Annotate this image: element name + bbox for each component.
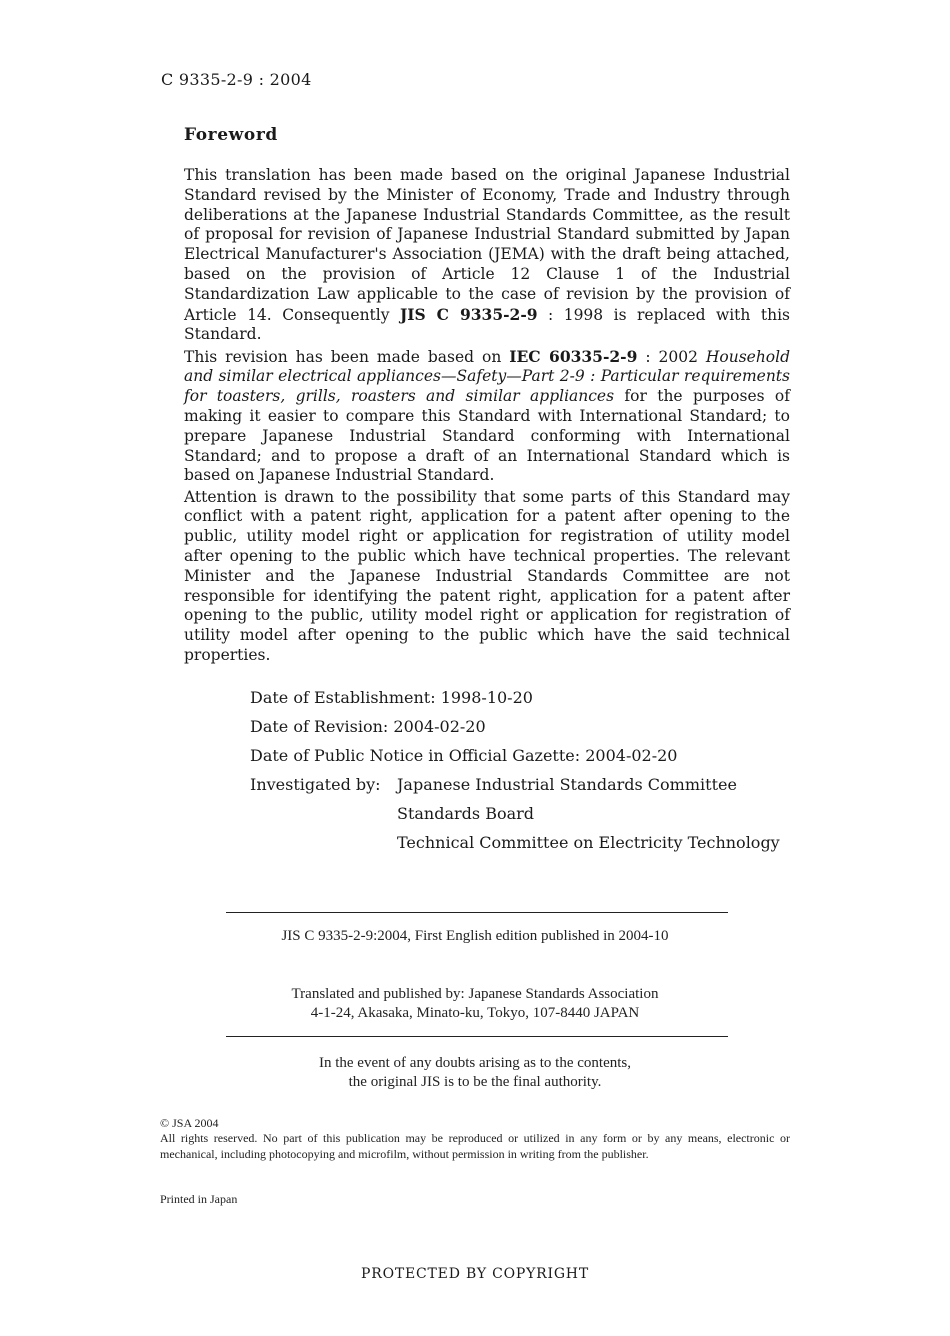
foreword-paragraph-3: Attention is drawn to the possibility that some parts of this Standard may conflict with a patent right, application for a patent after opening to the public, utility model right or application for registration of utility model after opening to the public which have technical properties. The relevant Minister and the Japanese Industrial Standards Committee are not responsible for identifying the patent right, application for a patent after opening to the public, utility model right or application for registration of utility model after opening to the public which have the said technical properties.: [184, 487, 790, 664]
p2-iec-standard: IEC 60335-2-9: [509, 346, 638, 366]
divider-top: [226, 912, 728, 913]
p2-text: This revision has been made based on: [184, 347, 510, 366]
foreword-body: [184, 166, 790, 667]
investigated-by-line: Technical Committee on Electricity Technology: [397, 833, 780, 852]
printed-in: Printed in Japan: [160, 1192, 238, 1206]
date-public-notice: Date of Public Notice in Official Gazette: 2004-02-20: [250, 746, 678, 765]
foreword-paragraph-2: [184, 347, 790, 487]
p1-replaced-standard: JIS C 9335-2-9: [399, 304, 538, 324]
p2-iec-title: Household and similar electrical appliances—Safety—Part 2-9 : Particular requirements for toasters, grills, roasters and similar appliances: [184, 347, 791, 406]
dates-block: [250, 688, 780, 862]
protected-footer: PROTECTED BY COPYRIGHT: [361, 1266, 589, 1282]
p1-text-end: : 1998 is replaced with this Standard.: [184, 305, 790, 344]
publisher-line-1: Translated and published by: Japanese Standards Association: [291, 986, 659, 1002]
investigated-by: [250, 775, 780, 862]
divider-bottom: [226, 1036, 728, 1037]
rights-statement: All rights reserved. No part of this publication may be reproduced or utilized in any form or by any means, electronic or mechanical, including photocopying and microfilm, without permission in writing from the publisher.: [160, 1131, 790, 1161]
p2-text-end: for the purposes of making it easier to compare this Standard with International Standard; to prepare Japanese Industrial Standard conforming with International Standard; and to propose a draft of an International Standard which is based on Japanese Industrial Standard.: [184, 387, 790, 485]
copyright-notice: © JSA 2004: [160, 1116, 219, 1130]
document-code: C 9335-2-9 : 2004: [161, 70, 312, 89]
foreword-heading: Foreword: [184, 125, 278, 145]
publisher-line-2: 4-1-24, Akasaka, Minato-ku, Tokyo, 107-8440 JAPAN: [310, 1005, 640, 1021]
investigated-by-line: Standards Board: [397, 804, 535, 823]
investigated-by-label: Investigated by:: [250, 775, 381, 794]
authority-line-2: the original JIS is to be the final authority.: [348, 1074, 602, 1090]
authority-line-1: In the event of any doubts arising as to the contents,: [318, 1055, 631, 1071]
p2-year: : 2002: [637, 347, 706, 366]
investigated-by-bodies: [397, 775, 780, 862]
date-establishment: Date of Establishment: 1998-10-20: [250, 688, 533, 707]
p1-text: This translation has been made based on the original Japanese Industrial Standard revised by the Minister of Economy, Trade and Industry through deliberations at the Japanese Industrial Standards Committee, as the result of proposal for revision of Japanese Industrial Standard submitted by Japan Electrical Manufacturer's Association (JEMA) with the draft being attached, based on the provision of Article 12 Clause 1 of the Industrial Standardization Law applicable to the case of revision by the provision of Article 14. Consequently: [184, 166, 790, 324]
date-revision: Date of Revision: 2004-02-20: [250, 717, 486, 736]
investigated-by-line: Japanese Industrial Standards Committee: [397, 775, 737, 794]
foreword-paragraph-1: [184, 166, 790, 345]
edition-line: JIS C 9335-2-9:2004, First English edition published in 2004-10: [281, 928, 669, 944]
